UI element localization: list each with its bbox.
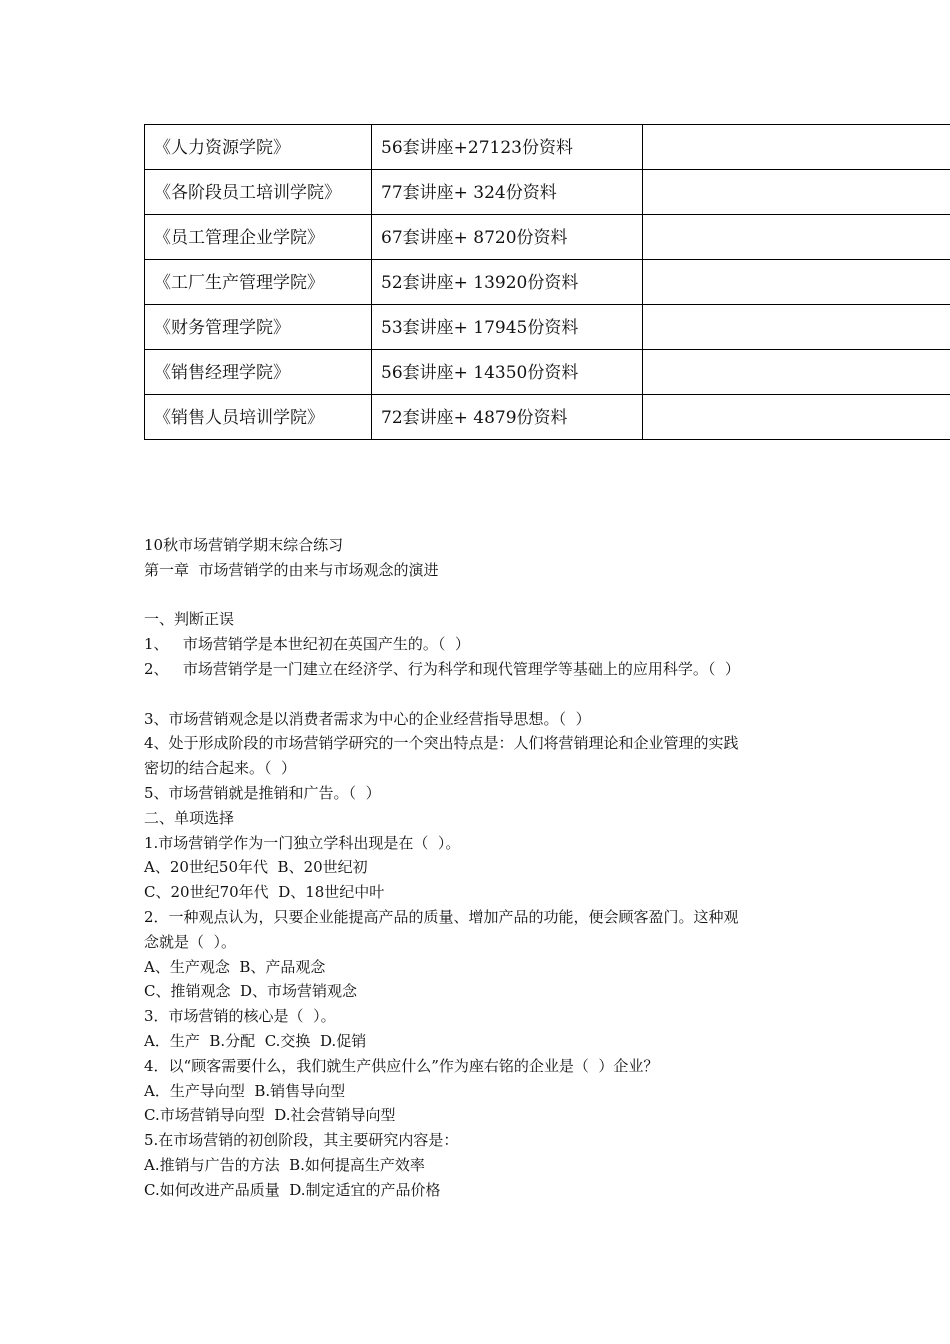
question-line: 1.市场营销学作为一门独立学科出现是在（ ）。 bbox=[144, 833, 461, 852]
college-note-cell bbox=[643, 260, 950, 305]
college-name-cell: 《财务管理学院》 bbox=[145, 305, 372, 350]
college-content-cell: 56套讲座+ 14350份资料 bbox=[372, 350, 643, 395]
option-line: C、20世纪70年代 D、18世纪中叶 bbox=[144, 883, 385, 902]
option-line: A.推销与广告的方法 B.如何提高生产效率 bbox=[144, 1155, 425, 1174]
college-content-cell: 72套讲座+ 4879份资料 bbox=[372, 395, 643, 440]
blank-line bbox=[144, 583, 824, 608]
exercise-text bbox=[144, 533, 824, 1203]
question-line: 4．以“顾客需要什么，我们就生产供应什么”作为座右铭的企业是（ ）企业？ bbox=[144, 1056, 659, 1075]
question-line: 3、市场营销观念是以消费者需求为中心的企业经营指导思想。（ ） bbox=[144, 709, 591, 728]
option-line: C、推销观念 D、市场营销观念 bbox=[144, 982, 358, 1001]
question-line: 密切的结合起来。（ ） bbox=[144, 759, 297, 778]
college-name-cell: 《各阶段员工培训学院》 bbox=[145, 170, 372, 215]
college-note-cell bbox=[643, 350, 950, 395]
question-line: 4、处于形成阶段的市场营销学研究的一个突出特点是：人们将营销理论和企业管理的实践 bbox=[144, 734, 739, 753]
option-line: C.如何改进产品质量 D.制定适宜的产品价格 bbox=[144, 1180, 441, 1199]
document-title: 10秋市场营销学期末综合练习 bbox=[144, 536, 344, 554]
table-row bbox=[145, 395, 950, 440]
college-note-cell bbox=[643, 170, 950, 215]
college-content-cell: 53套讲座+ 17945份资料 bbox=[372, 305, 643, 350]
table-row bbox=[145, 260, 950, 305]
option-line: A、20世纪50年代 B、20世纪初 bbox=[144, 858, 368, 877]
question-line: 3．市场营销的核心是（ ）。 bbox=[144, 1007, 336, 1026]
college-content-cell: 77套讲座+ 324份资料 bbox=[372, 170, 643, 215]
college-name-cell: 《工厂生产管理学院》 bbox=[145, 260, 372, 305]
table-row bbox=[145, 350, 950, 395]
option-line: C.市场营销导向型 D.社会营销导向型 bbox=[144, 1106, 396, 1125]
option-line: A、生产观念 B、产品观念 bbox=[144, 957, 326, 976]
table-row bbox=[145, 125, 950, 170]
option-line: A．生产导向型 B.销售导向型 bbox=[144, 1081, 346, 1100]
section-heading-true-false: 一、判断正误 bbox=[144, 610, 235, 629]
college-content-cell: 67套讲座+ 8720份资料 bbox=[372, 215, 643, 260]
college-note-cell bbox=[643, 125, 950, 170]
option-line: A．生产 B.分配 C.交换 D.促销 bbox=[144, 1031, 367, 1050]
college-content-cell: 52套讲座+ 13920份资料 bbox=[372, 260, 643, 305]
question-line: 念就是（ ）。 bbox=[144, 932, 237, 951]
college-name-cell: 《销售人员培训学院》 bbox=[145, 395, 372, 440]
section-heading-single-choice: 二、单项选择 bbox=[144, 808, 235, 827]
question-line: 1、 市场营销学是本世纪初在英国产生的。（ ） bbox=[144, 635, 470, 654]
college-note-cell bbox=[643, 215, 950, 260]
college-name-cell: 《销售经理学院》 bbox=[145, 350, 372, 395]
question-line: 2．一种观点认为，只要企业能提高产品的质量、增加产品的功能，便会顾客盈门。这种观 bbox=[144, 907, 739, 926]
college-note-cell bbox=[643, 305, 950, 350]
table-row bbox=[145, 215, 950, 260]
college-name-cell: 《人力资源学院》 bbox=[145, 125, 372, 170]
question-line: 5.在市场营销的初创阶段，其主要研究内容是： bbox=[144, 1131, 459, 1150]
college-note-cell bbox=[643, 395, 950, 440]
chapter-heading: 第一章 市场营销学的由来与市场观念的演进 bbox=[144, 560, 439, 579]
table-row bbox=[145, 170, 950, 215]
catalog-table bbox=[144, 124, 950, 440]
blank-line bbox=[144, 682, 824, 707]
college-content-cell: 56套讲座+27123份资料 bbox=[372, 125, 643, 170]
question-line: 2、 市场营销学是一门建立在经济学、行为科学和现代管理学等基础上的应用科学。（ ） bbox=[144, 659, 740, 678]
question-line: 5、市场营销就是推销和广告。（ ） bbox=[144, 783, 381, 802]
table-row bbox=[145, 305, 950, 350]
college-name-cell: 《员工管理企业学院》 bbox=[145, 215, 372, 260]
